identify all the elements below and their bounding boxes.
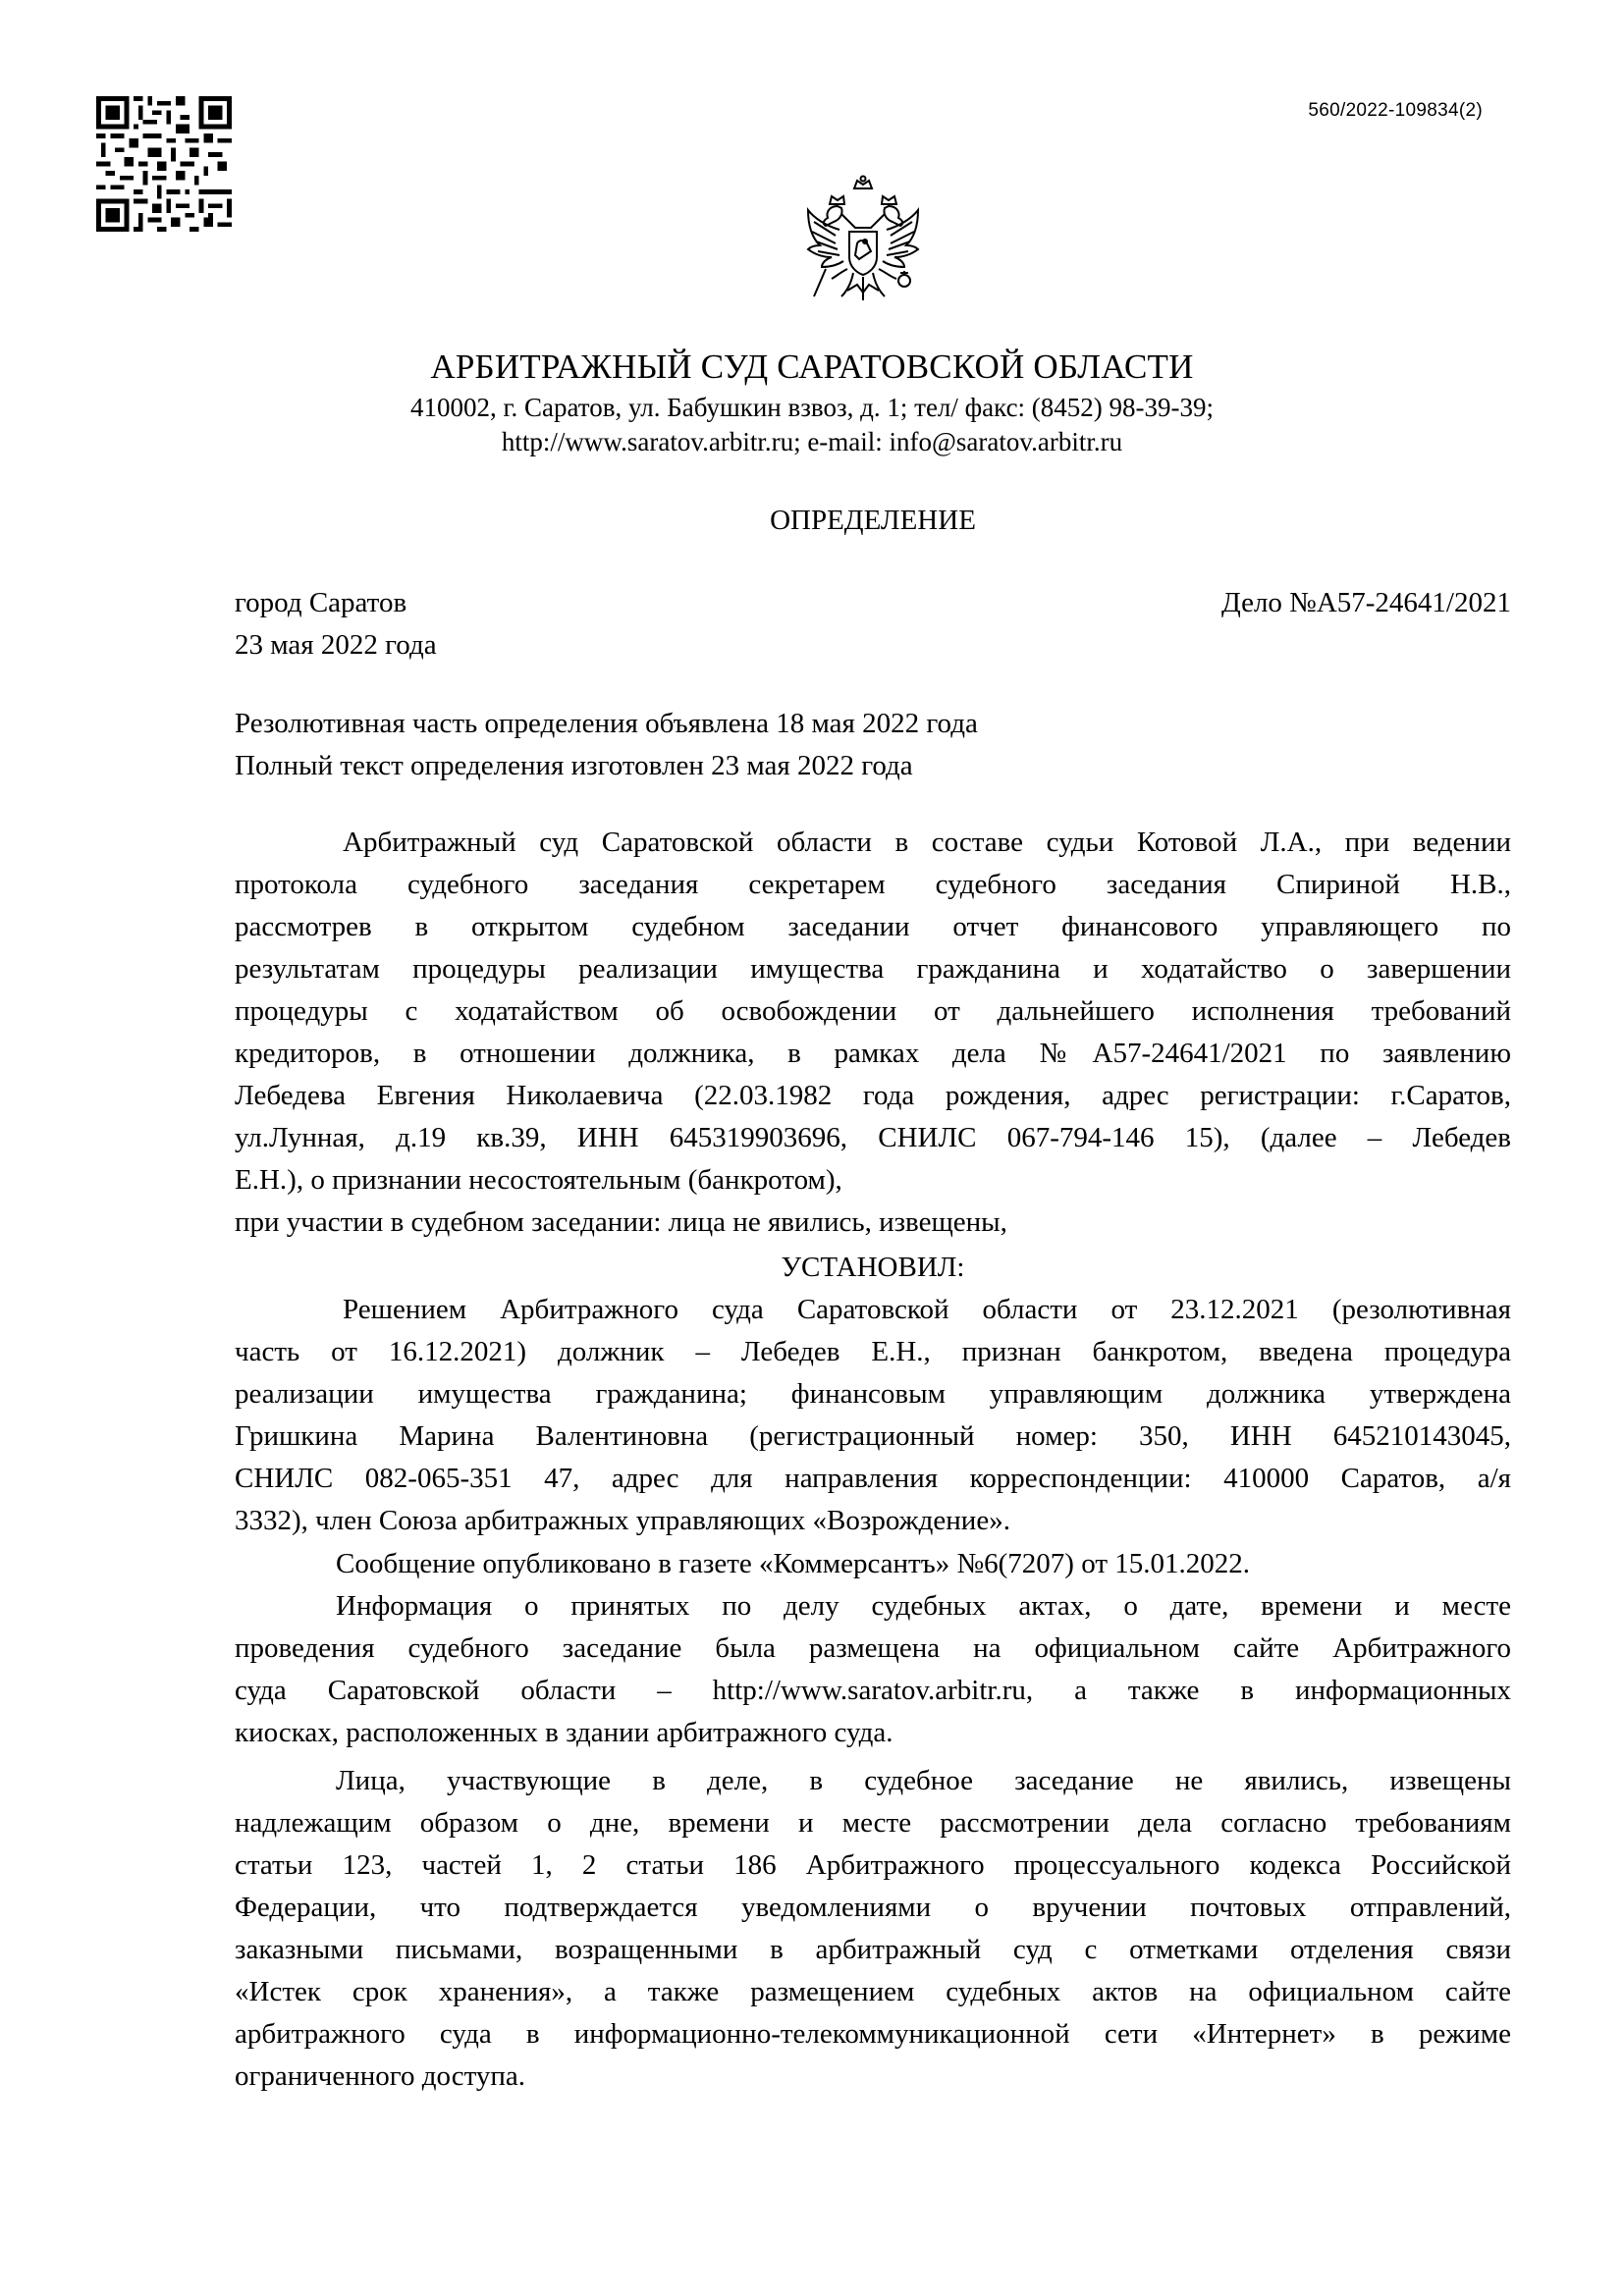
text-line: киосках, расположенных в здании арбитражного суда. [235,1717,893,1748]
court-contacts: http://www.saratov.arbitr.ru; e-mail: info@saratov.arbitr.ru [501,427,1123,456]
document-type-title: ОПРЕДЕЛЕНИЕ [770,505,976,536]
text-line: Е.Н.), о признании несостоятельным (банкротом), [235,1164,842,1196]
document-id: 560/2022-109834(2) [1308,100,1483,121]
established-heading: УСТАНОВИЛ: [781,1252,965,1283]
text-line: процедуры с ходатайством об освобождении от дальнейшего исполнения требований [235,995,1511,1027]
text-line: протокола судебного заседания секретарем судебного заседания Спириной Н.В., [235,869,1511,900]
text-line: кредиторов, в отношении должника, в рамках дела №А57-24641/2021 по заявлению [235,1038,1511,1069]
text-line: заказными письмами, возращенными в арбитражный суд с отметками отделения связи [235,1934,1511,1965]
intro-paragraph [235,822,1511,1244]
text-line: 3332), член Союза арбитражных управляющих «Возрождение». [235,1505,1010,1536]
text-line: арбитражного суда в информационно-телекоммуникационной сети «Интернет» в режиме [235,2018,1511,2050]
paragraph-1 [235,1289,1511,1542]
text-line: рассмотрев в открытом судебном заседании отчет финансового управляющего по [235,911,1511,942]
text-line: Сообщение опубликовано в газете «Коммерсантъ» №6(7207) от 15.01.2022. [336,1548,1251,1579]
paragraph-3 [235,1585,1511,1754]
text-line: реализации имущества гражданина; финансовым управляющим должника утверждена [235,1378,1511,1410]
qr-code-icon [96,96,232,232]
text-line: Информация о принятых по делу судебных актах, о дате, времени и месте [336,1590,1511,1622]
resolutive-part-line: Резолютивная часть определения объявлена 18 мая 2022 года [235,708,978,739]
text-line: часть от 16.12.2021) должник – Лебедев Е.Н., признан банкротом, введена процедура [235,1336,1511,1367]
text-line: Гришкина Марина Валентиновна (регистрационный номер: 350, ИНН 645210143045, [235,1420,1511,1452]
coat-of-arms-icon [800,175,926,312]
text-line: статьи 123, частей 1, 2 статьи 186 Арбитражного процессуального кодекса Российской [235,1849,1511,1881]
case-number: Дело №А57-24641/2021 [1220,587,1511,618]
city: город Саратов [235,587,407,618]
text-line: надлежащим образом о дне, времени и месте рассмотрении дела согласно требованиям [235,1807,1511,1839]
court-address: 410002, г. Саратов, ул. Бабушкин взвоз, д. 1; тел/ факс: (8452) 98-39-39; [409,393,1215,422]
text-line: «Истек срок хранения», а также размещением судебных актов на официальном сайте [235,1976,1511,2007]
text-line: проведения судебного заседание была размещена на официальном сайте Арбитражного [235,1632,1511,1664]
text-line: СНИЛС 082-065-351 47, адрес для направления корреспонденции: 410000 Саратов, а/я [235,1463,1511,1494]
text-line: Федерации, что подтверждается уведомлениями о вручении почтовых отправлений, [235,1892,1511,1923]
full-text-line: Полный текст определения изготовлен 23 мая 2022 года [235,750,913,781]
text-line: Лебедева Евгения Николаевича (22.03.1982 года рождения, адрес регистрации: г.Саратов, [235,1080,1511,1111]
text-line: ограниченного доступа. [235,2060,526,2092]
text-line: ул.Лунная, д.19 кв.39, ИНН 645319903696, СНИЛС 067-794-146 15), (далее – Лебедев [235,1122,1511,1153]
text-line: результатам процедуры реализации имущества гражданина и ходатайство о завершении [235,953,1511,985]
text-line: при участии в судебном заседании: лица не явились, извещены, [235,1206,1007,1238]
court-name: АРБИТРАЖНЫЙ СУД САРАТОВСКОЙ ОБЛАСТИ [430,347,1194,386]
decision-date: 23 мая 2022 года [235,629,437,661]
paragraph-2 [235,1543,1511,1585]
text-line: Арбитражный суд Саратовской области в составе судьи Котовой Л.А., при ведении [343,827,1511,858]
paragraph-4 [235,1760,1511,2098]
text-line: Лица, участвующие в деле, в судебное заседание не явились, извещены [336,1765,1511,1796]
text-line: суда Саратовской области – http://www.saratov.arbitr.ru, а также в информационных [235,1675,1511,1706]
text-line: Решением Арбитражного суда Саратовской области от 23.12.2021 (резолютивная [343,1294,1511,1325]
